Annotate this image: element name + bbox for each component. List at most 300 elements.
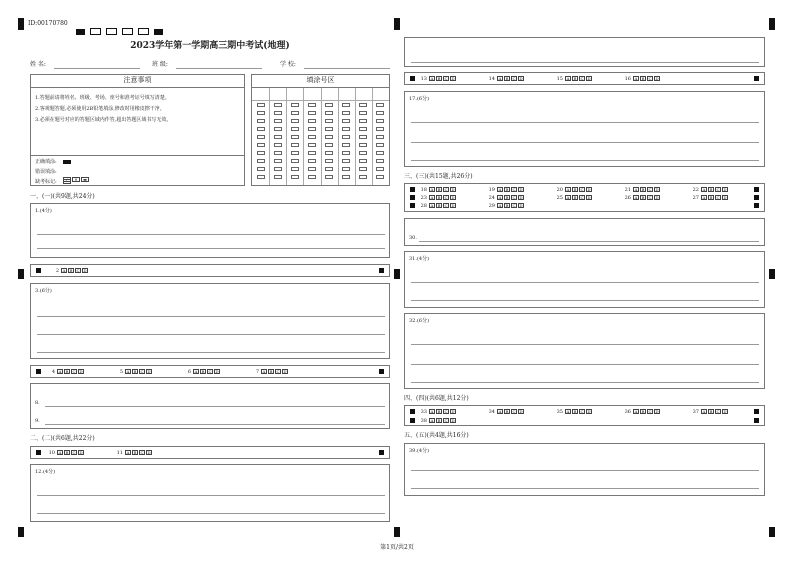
option-bubble[interactable]: C bbox=[648, 409, 652, 414]
digit-entry-cell[interactable] bbox=[355, 88, 372, 101]
option-bubble[interactable]: B bbox=[437, 409, 441, 414]
option-bubble[interactable]: B bbox=[641, 187, 645, 192]
fill-bubble[interactable] bbox=[359, 111, 367, 115]
option-bubble[interactable]: D bbox=[451, 409, 455, 414]
question-label: 17.(6分) bbox=[409, 96, 430, 102]
option-bubble[interactable]: B bbox=[65, 369, 69, 374]
option-bubble[interactable]: B bbox=[437, 187, 441, 192]
question-label: 8. bbox=[35, 400, 40, 406]
question-label: 9. bbox=[35, 418, 40, 424]
option-bubble[interactable]: D bbox=[79, 369, 83, 374]
section-heading: 二、(二)(共6题,共22分) bbox=[30, 435, 95, 442]
option-bubble[interactable]: B bbox=[505, 203, 509, 208]
fill-grid[interactable] bbox=[252, 88, 389, 185]
fill-bubble[interactable] bbox=[376, 135, 384, 139]
option-bubble[interactable]: A bbox=[566, 76, 570, 81]
option-bubble[interactable]: C bbox=[512, 187, 516, 192]
answer-box-q31[interactable] bbox=[404, 251, 765, 308]
option-bubble[interactable]: C bbox=[580, 195, 584, 200]
option-bubble[interactable]: A bbox=[194, 369, 198, 374]
question-number: 16 bbox=[624, 76, 631, 82]
question-number: 10 bbox=[48, 450, 55, 456]
option-bubble[interactable]: D bbox=[451, 195, 455, 200]
question-label: 12.(4分) bbox=[35, 469, 56, 475]
fill-bubble[interactable] bbox=[359, 143, 367, 147]
fill-bubble[interactable] bbox=[308, 151, 316, 155]
fill-bubble[interactable] bbox=[325, 167, 333, 171]
fill-bubble[interactable] bbox=[274, 135, 282, 139]
question-label: 3.(6分) bbox=[35, 288, 52, 294]
choice-question bbox=[487, 195, 525, 201]
fill-bubble[interactable] bbox=[274, 119, 282, 123]
digit-entry-cell[interactable] bbox=[269, 88, 286, 101]
option-bubble[interactable]: B bbox=[505, 76, 509, 81]
fill-bubble[interactable] bbox=[291, 111, 299, 115]
fill-bubble[interactable] bbox=[376, 127, 384, 131]
option-bubble[interactable]: D bbox=[655, 187, 659, 192]
fill-bubble[interactable] bbox=[274, 175, 282, 179]
choice-box-q13-16[interactable] bbox=[404, 72, 765, 85]
answer-box-q32[interactable] bbox=[404, 313, 765, 389]
option-bubble[interactable]: A bbox=[430, 203, 434, 208]
option-bubble[interactable]: C bbox=[444, 195, 448, 200]
option-bubble[interactable]: D bbox=[655, 409, 659, 414]
choice-question bbox=[51, 268, 89, 274]
fill-bubble[interactable] bbox=[308, 111, 316, 115]
option-bubble[interactable]: A bbox=[430, 195, 434, 200]
fill-bubble[interactable] bbox=[359, 119, 367, 123]
fill-bubble[interactable] bbox=[325, 143, 333, 147]
option-bubble[interactable]: D bbox=[451, 203, 455, 208]
choice-question bbox=[691, 195, 729, 201]
option-bubble[interactable]: A bbox=[498, 195, 502, 200]
fill-bubble[interactable] bbox=[325, 151, 333, 155]
question-number: 35 bbox=[556, 409, 563, 415]
option-bubble[interactable]: A bbox=[58, 450, 62, 455]
question-number: 28 bbox=[420, 203, 427, 209]
wrong-fill-label: 错误填涂: bbox=[35, 169, 57, 175]
option-bubble[interactable]: A bbox=[126, 450, 130, 455]
fill-bubble[interactable] bbox=[359, 151, 367, 155]
question-label: 39.(4分) bbox=[409, 448, 430, 454]
choice-box-q4-7[interactable] bbox=[30, 365, 390, 378]
option-bubble[interactable]: C bbox=[444, 187, 448, 192]
registration-mark bbox=[18, 269, 24, 279]
choice-question bbox=[487, 203, 525, 209]
fill-bubble[interactable] bbox=[274, 159, 282, 163]
fill-bubble[interactable] bbox=[274, 111, 282, 115]
notice-item: 3.必须在题号对应的答题区域内作答,超出答题区域书写无效。 bbox=[35, 117, 172, 123]
option-bubble[interactable]: B bbox=[641, 76, 645, 81]
option-bubble[interactable]: D bbox=[587, 409, 591, 414]
question-number: 38 bbox=[420, 418, 427, 424]
option-bubble[interactable]: D bbox=[519, 409, 523, 414]
choice-question bbox=[47, 450, 85, 456]
option-bubble[interactable]: D bbox=[451, 187, 455, 192]
option-bubble[interactable]: C bbox=[140, 450, 144, 455]
option-bubble[interactable]: A bbox=[498, 203, 502, 208]
question-number: 37 bbox=[692, 409, 699, 415]
fill-bubble[interactable] bbox=[308, 103, 316, 107]
answer-box-q1[interactable] bbox=[30, 203, 390, 258]
fill-bubble[interactable] bbox=[308, 143, 316, 147]
fill-bubble[interactable] bbox=[291, 175, 299, 179]
digit-entry-cell[interactable] bbox=[252, 88, 269, 101]
fill-bubble[interactable] bbox=[342, 175, 350, 179]
choice-question bbox=[419, 418, 457, 424]
option-bubble[interactable]: D bbox=[79, 450, 83, 455]
option-bubble[interactable]: A bbox=[498, 187, 502, 192]
fill-bubble[interactable] bbox=[359, 159, 367, 163]
question-number: 27 bbox=[692, 195, 699, 201]
option-bubble[interactable]: A bbox=[430, 76, 434, 81]
answer-box-q3[interactable] bbox=[30, 283, 390, 359]
option-bubble[interactable]: D bbox=[215, 369, 219, 374]
option-bubble[interactable]: B bbox=[505, 187, 509, 192]
fill-bubble[interactable] bbox=[274, 143, 282, 147]
fill-bubble[interactable] bbox=[257, 103, 265, 107]
option-bubble[interactable]: A bbox=[430, 187, 434, 192]
option-bubble[interactable]: A bbox=[566, 409, 570, 414]
answer-box-q17[interactable] bbox=[404, 91, 765, 167]
option-bubble[interactable]: B bbox=[573, 76, 577, 81]
fill-bubble[interactable] bbox=[342, 143, 350, 147]
choice-question bbox=[555, 187, 593, 193]
question-number: 33 bbox=[420, 409, 427, 415]
fill-bubble[interactable] bbox=[257, 111, 265, 115]
fill-bubble[interactable] bbox=[342, 159, 350, 163]
page-number: 第1页/共2页 bbox=[380, 544, 414, 551]
option-bubble[interactable]: A bbox=[634, 76, 638, 81]
option-bubble[interactable]: D bbox=[519, 187, 523, 192]
fill-bubble[interactable] bbox=[376, 111, 384, 115]
fill-bubble[interactable] bbox=[376, 175, 384, 179]
fill-bubble[interactable] bbox=[274, 151, 282, 155]
option-bubble[interactable]: B bbox=[573, 187, 577, 192]
fill-bubble[interactable] bbox=[376, 103, 384, 107]
fill-bubble[interactable] bbox=[274, 127, 282, 131]
option-bubble[interactable]: A bbox=[58, 369, 62, 374]
choice-question bbox=[47, 369, 85, 375]
option-bubble[interactable]: C bbox=[512, 195, 516, 200]
digit-entry-cell[interactable] bbox=[338, 88, 355, 101]
fill-bubble[interactable] bbox=[325, 127, 333, 131]
section-heading: 五、(五)(共4题,共16分) bbox=[404, 432, 469, 439]
fill-bubble[interactable] bbox=[325, 135, 333, 139]
choice-question bbox=[487, 187, 525, 193]
fill-bubble[interactable] bbox=[257, 119, 265, 123]
question-number: 15 bbox=[556, 76, 563, 82]
option-bubble[interactable]: C bbox=[140, 369, 144, 374]
answer-box-q39[interactable] bbox=[404, 443, 765, 496]
fill-bubble[interactable] bbox=[291, 135, 299, 139]
option-bubble[interactable]: D bbox=[723, 195, 727, 200]
choice-question bbox=[115, 369, 153, 375]
option-bubble[interactable]: A bbox=[634, 195, 638, 200]
option-bubble[interactable]: C bbox=[648, 76, 652, 81]
question-number: 11 bbox=[116, 450, 123, 456]
choice-question bbox=[623, 409, 661, 415]
option-bubble[interactable]: B bbox=[709, 195, 713, 200]
option-bubble[interactable]: D bbox=[587, 187, 591, 192]
option-bubble[interactable]: A bbox=[430, 409, 434, 414]
fill-bubble[interactable] bbox=[325, 119, 333, 123]
fill-bubble[interactable] bbox=[308, 167, 316, 171]
option-bubble[interactable]: D bbox=[147, 450, 151, 455]
fill-bubble[interactable] bbox=[325, 159, 333, 163]
notice-item: 1.答题前请将姓名、班级、考场、座号和准考证号填写清楚。 bbox=[35, 95, 170, 101]
fill-bubble[interactable] bbox=[308, 135, 316, 139]
notice-box bbox=[30, 74, 245, 186]
choice-question bbox=[419, 76, 457, 82]
option-bubble[interactable]: D bbox=[723, 187, 727, 192]
fill-bubble[interactable] bbox=[376, 159, 384, 163]
option-bubble[interactable]: B bbox=[709, 187, 713, 192]
fill-bubble[interactable] bbox=[342, 103, 350, 107]
answer-box-q12[interactable] bbox=[30, 464, 390, 522]
fill-bubble[interactable] bbox=[359, 103, 367, 107]
choice-question bbox=[487, 409, 525, 415]
option-bubble[interactable]: D bbox=[451, 418, 455, 423]
fill-bubble[interactable] bbox=[291, 119, 299, 123]
option-bubble[interactable]: B bbox=[65, 450, 69, 455]
choice-box-q2[interactable] bbox=[30, 264, 390, 277]
option-bubble[interactable]: D bbox=[587, 76, 591, 81]
page-title: 2023学年第一学期高三期中考试(地理) bbox=[130, 41, 290, 51]
option-bubble[interactable]: C bbox=[716, 187, 720, 192]
option-bubble[interactable]: D bbox=[587, 195, 591, 200]
option-bubble[interactable]: A bbox=[702, 187, 706, 192]
option-bubble[interactable]: D bbox=[519, 195, 523, 200]
fill-bubble[interactable] bbox=[359, 167, 367, 171]
school-field[interactable] bbox=[304, 68, 390, 69]
option-bubble[interactable]: B bbox=[437, 195, 441, 200]
option-bubble[interactable]: A bbox=[62, 268, 66, 273]
correct-fill-sample bbox=[63, 160, 71, 164]
option-bubble[interactable]: B bbox=[201, 369, 205, 374]
question-label: 30. bbox=[409, 235, 417, 241]
option-bubble[interactable]: A bbox=[566, 187, 570, 192]
fill-bubble[interactable] bbox=[308, 159, 316, 163]
option-bubble[interactable]: B bbox=[505, 195, 509, 200]
registration-mark bbox=[394, 18, 400, 30]
option-bubble[interactable]: C bbox=[512, 76, 516, 81]
name-field[interactable] bbox=[54, 68, 140, 69]
option-bubble[interactable]: B bbox=[437, 203, 441, 208]
fill-bubble[interactable] bbox=[342, 127, 350, 131]
fill-bubble[interactable] bbox=[308, 127, 316, 131]
fill-bubble[interactable] bbox=[342, 135, 350, 139]
option-bubble[interactable]: A bbox=[702, 195, 706, 200]
fill-bubble[interactable] bbox=[376, 119, 384, 123]
option-bubble[interactable]: C bbox=[444, 76, 448, 81]
option-bubble[interactable]: B bbox=[269, 369, 273, 374]
question-number: 29 bbox=[488, 203, 495, 209]
fill-bubble[interactable] bbox=[376, 151, 384, 155]
choice-question bbox=[623, 195, 661, 201]
registration-mark bbox=[769, 269, 775, 279]
fill-bubble[interactable] bbox=[291, 159, 299, 163]
absent-mark-box[interactable] bbox=[63, 179, 71, 184]
fill-bubble[interactable] bbox=[257, 135, 265, 139]
option-bubble[interactable]: C bbox=[72, 450, 76, 455]
option-bubble[interactable]: C bbox=[580, 187, 584, 192]
exam-id: ID:00170780 bbox=[28, 20, 68, 27]
question-number: 6 bbox=[187, 369, 191, 375]
fill-bubble[interactable] bbox=[359, 175, 367, 179]
choice-question bbox=[419, 203, 457, 209]
choice-question bbox=[555, 409, 593, 415]
grid-divider bbox=[286, 88, 287, 185]
option-bubble[interactable]: D bbox=[519, 76, 523, 81]
fill-bubble[interactable] bbox=[359, 135, 367, 139]
fill-bubble[interactable] bbox=[359, 127, 367, 131]
option-bubble[interactable]: C bbox=[444, 203, 448, 208]
fill-bubble[interactable] bbox=[342, 111, 350, 115]
fill-bubble[interactable] bbox=[257, 127, 265, 131]
option-bubble[interactable]: C bbox=[444, 409, 448, 414]
option-bubble[interactable]: C bbox=[648, 195, 652, 200]
answer-box-q30[interactable] bbox=[404, 218, 765, 246]
divider bbox=[31, 155, 244, 156]
fill-bubble[interactable] bbox=[291, 103, 299, 107]
option-bubble[interactable]: B bbox=[133, 450, 137, 455]
choice-question bbox=[623, 76, 661, 82]
option-bubble[interactable]: A bbox=[634, 409, 638, 414]
fill-bubble[interactable] bbox=[257, 167, 265, 171]
fill-bubble[interactable] bbox=[274, 167, 282, 171]
option-bubble[interactable]: A bbox=[430, 418, 434, 423]
notice-title: 注意事项 bbox=[31, 76, 244, 88]
option-bubble[interactable]: C bbox=[716, 409, 720, 414]
fill-bubble[interactable] bbox=[376, 167, 384, 171]
question-number: 13 bbox=[420, 76, 427, 82]
grid-divider bbox=[355, 88, 356, 185]
option-bubble[interactable]: C bbox=[716, 195, 720, 200]
option-bubble[interactable]: D bbox=[147, 369, 151, 374]
option-bubble[interactable]: D bbox=[723, 409, 727, 414]
option-bubble[interactable]: D bbox=[83, 268, 87, 273]
option-bubble[interactable]: A bbox=[566, 195, 570, 200]
option-bubble[interactable]: A bbox=[634, 187, 638, 192]
option-bubble[interactable]: B bbox=[133, 369, 137, 374]
fill-bubble[interactable] bbox=[291, 127, 299, 131]
option-bubble[interactable]: C bbox=[512, 203, 516, 208]
option-bubble[interactable]: B bbox=[641, 195, 645, 200]
option-bubble[interactable]: B bbox=[641, 409, 645, 414]
option-bubble[interactable]: C bbox=[72, 369, 76, 374]
option-bubble[interactable]: B bbox=[709, 409, 713, 414]
fill-bubble[interactable] bbox=[291, 167, 299, 171]
digit-entry-cell[interactable] bbox=[372, 88, 389, 101]
fill-bubble[interactable] bbox=[325, 103, 333, 107]
choice-question bbox=[691, 409, 729, 415]
option-bubble[interactable]: B bbox=[437, 418, 441, 423]
choice-question bbox=[555, 76, 593, 82]
option-bubble[interactable]: B bbox=[437, 76, 441, 81]
option-bubble[interactable]: A bbox=[498, 409, 502, 414]
choice-question bbox=[419, 409, 457, 415]
option-bubble[interactable]: C bbox=[580, 409, 584, 414]
choice-block-q18-29[interactable] bbox=[404, 183, 765, 212]
fill-number-area bbox=[251, 74, 390, 186]
fill-bubble[interactable] bbox=[291, 151, 299, 155]
fill-bubble[interactable] bbox=[325, 175, 333, 179]
fill-bubble[interactable] bbox=[342, 151, 350, 155]
fill-bubble[interactable] bbox=[291, 143, 299, 147]
option-bubble[interactable]: D bbox=[655, 76, 659, 81]
fill-bubble[interactable] bbox=[257, 151, 265, 155]
notice-item: 2.客观题答题,必须使用2B铅笔填涂,修改时用橡皮擦干净。 bbox=[35, 106, 165, 112]
choice-question bbox=[419, 187, 457, 193]
option-bubble[interactable]: B bbox=[505, 409, 509, 414]
option-bubble[interactable]: C bbox=[208, 369, 212, 374]
option-bubble[interactable]: C bbox=[512, 409, 516, 414]
option-bubble[interactable]: C bbox=[444, 418, 448, 423]
question-number: 4 bbox=[51, 369, 55, 375]
grid-divider bbox=[303, 88, 304, 185]
choice-question bbox=[251, 369, 289, 375]
digit-entry-cell[interactable] bbox=[286, 88, 303, 101]
fill-bubble[interactable] bbox=[342, 167, 350, 171]
option-bubble[interactable]: C bbox=[276, 369, 280, 374]
question-number: 19 bbox=[488, 187, 495, 193]
choice-block-q33-38[interactable] bbox=[404, 405, 765, 426]
absent-mark-label: 缺考标记: bbox=[35, 179, 57, 185]
question-number: 24 bbox=[488, 195, 495, 201]
question-number: 2 bbox=[55, 268, 59, 274]
option-bubble[interactable]: A bbox=[702, 409, 706, 414]
fill-bubble[interactable] bbox=[274, 103, 282, 107]
fill-bubble[interactable] bbox=[257, 143, 265, 147]
answer-box-top[interactable] bbox=[404, 37, 765, 67]
option-bubble[interactable]: D bbox=[283, 369, 287, 374]
option-bubble[interactable]: C bbox=[580, 76, 584, 81]
class-field[interactable] bbox=[176, 68, 262, 69]
grid-divider bbox=[269, 88, 270, 185]
section-heading: 三、(三)(共15题,共26分) bbox=[404, 173, 473, 180]
question-number: 34 bbox=[488, 409, 495, 415]
option-bubble[interactable]: A bbox=[126, 369, 130, 374]
fill-bubble[interactable] bbox=[308, 119, 316, 123]
option-bubble[interactable]: A bbox=[498, 76, 502, 81]
option-bubble[interactable]: D bbox=[519, 203, 523, 208]
fill-bubble[interactable] bbox=[257, 175, 265, 179]
question-number: 18 bbox=[420, 187, 427, 193]
id-barcode bbox=[76, 20, 163, 26]
digit-entry-cell[interactable] bbox=[321, 88, 338, 101]
question-number: 20 bbox=[556, 187, 563, 193]
option-bubble[interactable]: C bbox=[76, 268, 80, 273]
option-bubble[interactable]: B bbox=[69, 268, 73, 273]
option-bubble[interactable]: B bbox=[573, 409, 577, 414]
digit-entry-cell[interactable] bbox=[303, 88, 320, 101]
fill-bubble[interactable] bbox=[308, 175, 316, 179]
fill-bubble[interactable] bbox=[376, 143, 384, 147]
choice-box-q10-11[interactable] bbox=[30, 446, 390, 459]
fill-bubble[interactable] bbox=[325, 111, 333, 115]
fill-bubble[interactable] bbox=[257, 159, 265, 163]
answer-box-q8-9[interactable] bbox=[30, 383, 390, 429]
question-number: 36 bbox=[624, 409, 631, 415]
option-bubble[interactable]: D bbox=[655, 195, 659, 200]
option-bubble[interactable]: B bbox=[573, 195, 577, 200]
fill-bubble[interactable] bbox=[342, 119, 350, 123]
option-bubble[interactable]: C bbox=[648, 187, 652, 192]
option-bubble[interactable]: A bbox=[262, 369, 266, 374]
option-bubble[interactable]: D bbox=[451, 76, 455, 81]
question-number: 22 bbox=[692, 187, 699, 193]
